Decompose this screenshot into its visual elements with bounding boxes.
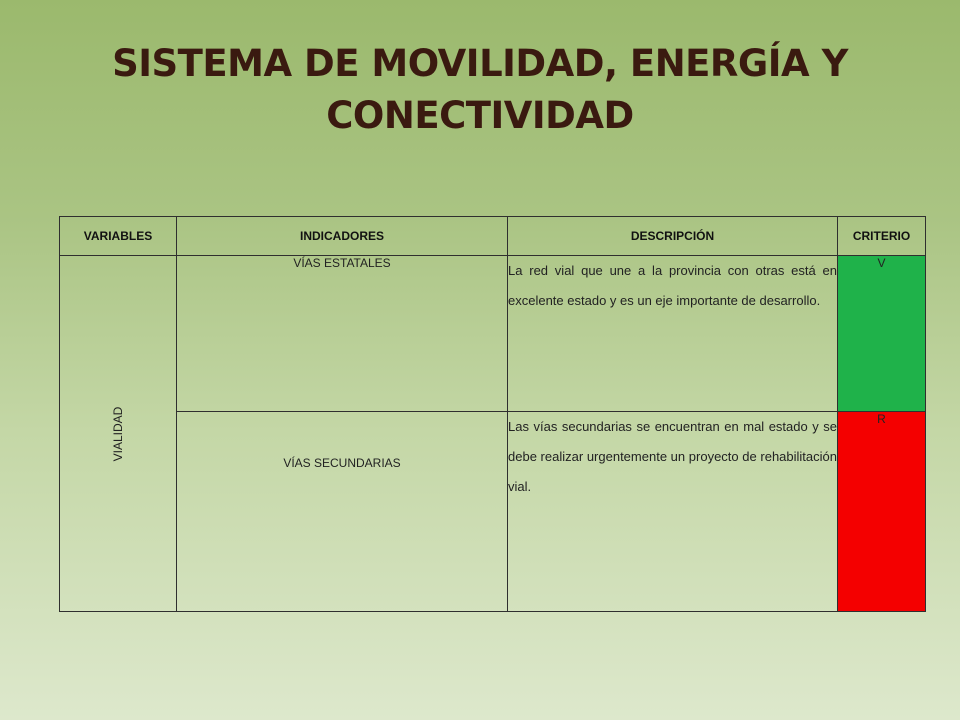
variable-label: VIALIDAD	[111, 406, 125, 461]
criterion-cell-green: V	[838, 256, 926, 412]
slide-title-line-1: SISTEMA DE MOVILIDAD, ENERGÍA Y	[112, 42, 848, 85]
description-cell: La red vial que une a la provincia con otras está en excelente estado y es un eje importante de desarrollo.	[508, 256, 838, 412]
header-variables: VARIABLES	[60, 217, 177, 256]
slide-title-line-2: CONECTIVIDAD	[326, 94, 634, 137]
criterion-cell-red: R	[838, 412, 926, 612]
header-description: DESCRIPCIÓN	[508, 217, 838, 256]
description-cell: Las vías secundarias se encuentran en mal estado y se debe realizar urgentemente un proyecto de rehabilitación vial.	[508, 412, 838, 612]
table-row	[60, 412, 926, 612]
table-row	[60, 256, 926, 412]
table-header-row	[60, 217, 926, 256]
variable-cell	[60, 256, 177, 612]
indicator-cell: VÍAS ESTATALES	[177, 256, 508, 412]
indicator-cell: VÍAS SECUNDARIAS	[177, 412, 508, 612]
header-criterion: CRITERIO	[838, 217, 926, 256]
evaluation-table	[59, 216, 926, 612]
header-indicators: INDICADORES	[177, 217, 508, 256]
slide-title	[60, 38, 900, 142]
